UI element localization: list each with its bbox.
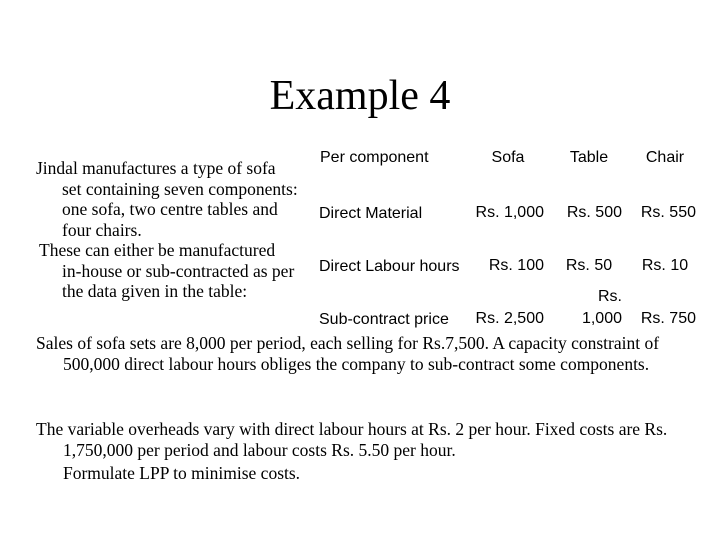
- cell-material-table: Rs. 500: [566, 204, 622, 221]
- task-text: Formulate LPP to minimise costs.: [63, 463, 301, 483]
- component-cost-table: [312, 144, 702, 333]
- row-label-direct-labour: Direct Labour hours: [319, 258, 460, 275]
- overheads-text: The variable overheads vary with direct labour hours at Rs. 2 per hour. Fixed costs are Rs. 1,750,000 per period and labour costs Rs. 5.50 per hour.: [36, 419, 668, 460]
- cell-subcontract-sofa: Rs. 2,500: [475, 310, 544, 327]
- table-header-row: [312, 144, 702, 172]
- header-chair: Chair: [645, 149, 685, 166]
- table-row: [312, 172, 702, 227]
- header-per-component: Per component: [320, 149, 429, 166]
- header-table: Table: [569, 149, 609, 166]
- slide-title: Example 4: [269, 73, 451, 119]
- table-row: [312, 227, 702, 280]
- intro-line-1: Jindal manufactures a type of sofa set containing seven components: one sofa, two centre tables and four chairs.: [36, 158, 298, 240]
- table-row: [312, 280, 702, 333]
- cell-labour-chair: Rs. 10: [641, 257, 689, 274]
- overheads-paragraph: [36, 419, 686, 484]
- header-sofa: Sofa: [491, 149, 525, 166]
- sales-text: Sales of sofa sets are 8,000 per period, each selling for Rs.7,500. A capacity constraint of 500,000 direct labour hours obliges the company to sub-contract some components.: [36, 333, 660, 374]
- cell-labour-sofa: Rs. 100: [488, 257, 544, 274]
- row-label-subcontract: Sub-contract price: [319, 311, 449, 328]
- cell-material-sofa: Rs. 1,000: [475, 204, 544, 221]
- cell-subcontract-table: Rs. 1,000: [581, 288, 622, 327]
- cell-material-chair: Rs. 550: [640, 204, 696, 221]
- intro-line-2: These can either be manufactured in-house or sub-contracted as per the data given in the table:: [39, 240, 295, 301]
- sales-paragraph: [36, 333, 686, 374]
- cell-subcontract-chair: Rs. 750: [640, 310, 696, 327]
- cell-labour-table: Rs. 50: [565, 257, 613, 274]
- intro-text: [36, 158, 298, 302]
- row-label-direct-material: Direct Material: [319, 205, 423, 222]
